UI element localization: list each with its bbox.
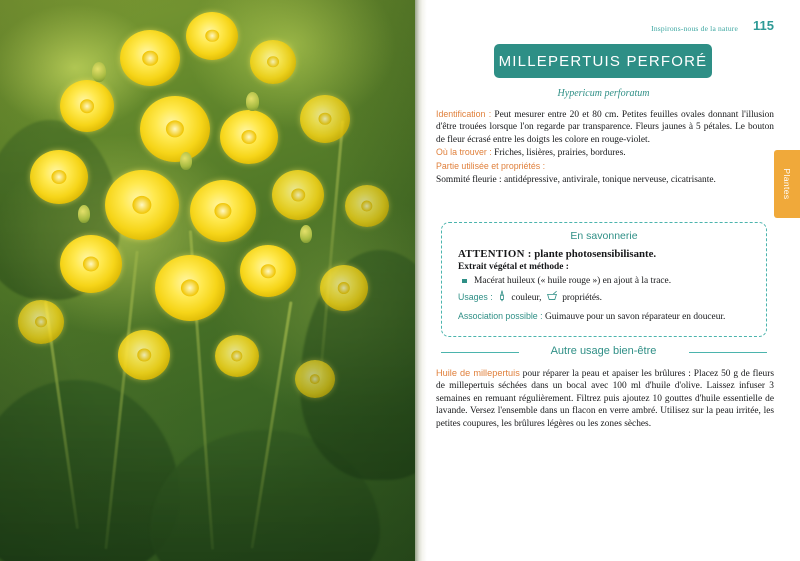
plant-title: MILLEPERTUIS PERFORÉ: [498, 52, 708, 70]
identification-paragraph: [436, 108, 774, 146]
plant-description: [436, 108, 774, 187]
extract-bullet-item: [458, 275, 752, 287]
flower-bud: [300, 225, 312, 243]
yellow-flower: [60, 235, 122, 293]
yellow-flower: [105, 170, 179, 240]
location-text: Friches, lisières, prairies, bordures.: [491, 148, 626, 159]
association-label: Association possible :: [458, 310, 543, 321]
yellow-flower: [118, 330, 170, 380]
properties-paragraph: [436, 160, 774, 173]
paintbrush-icon: [497, 290, 507, 306]
plant-latin-name: Hypericum perforatum: [557, 88, 650, 99]
attention-line: [458, 248, 752, 260]
usages-row: [458, 290, 752, 306]
soapmaking-body: [458, 248, 752, 323]
yellow-flower: [30, 150, 88, 204]
mortar-icon: [546, 290, 558, 306]
attention-text: plante photosensibilisante.: [531, 248, 657, 260]
yellow-flower: [272, 170, 324, 220]
yellow-flower: [295, 360, 335, 398]
extract-label: Extrait végétal et méthode :: [458, 262, 569, 273]
wellbeing-text: pour réparer la peau et apaiser les brûlures : Placez 50 g de fleurs de millepertuis séchées dans un bocal avec 100 ml d'huile d'olive. Laissez infuser 3 semaines en remuant régulièrement. Filtrez puis ajoutez 10 gouttes d'huile essentielle de lavande. Versez l'ensemble dans un flacon en verre ambré. Utilisez sur la peau irritée, les petites coupures, les brûlures légères ou les zones sèches.: [436, 369, 774, 429]
yellow-flower: [186, 12, 238, 60]
yellow-flower: [300, 95, 350, 143]
identification-label: Identification :: [436, 109, 492, 119]
identification-text: Peut mesurer entre 20 et 80 cm. Petites feuilles ovales donnant l'illusion d'être trouées lorsque l'on regarde par transparence. Fleurs jaunes à 5 pétales. Le bouton de fleur écrasé entre les doigts les colore en rouge-violet.: [436, 110, 774, 145]
section-thumb-tab: [774, 150, 800, 218]
soapmaking-box: [441, 222, 767, 337]
location-label: Où la trouver :: [436, 147, 492, 158]
yellow-flower: [60, 80, 114, 132]
wellbeing-lead: Huile de millepertuis: [436, 368, 520, 378]
yellow-flower: [190, 180, 256, 242]
properties-label: Partie utilisée et propriétés :: [436, 161, 546, 172]
properties-text: Sommité fleurie : antidépressive, antivirale, tonique nerveuse, cicatrisante.: [436, 174, 716, 185]
wellbeing-heading: Autre usage bien-être: [550, 345, 657, 357]
book-gutter: [415, 0, 427, 561]
yellow-flower: [220, 110, 278, 164]
yellow-flower: [18, 300, 64, 344]
running-head: Inspirons-nous de la nature: [651, 24, 738, 33]
extract-bullet-text: Macérat huileux (« huile rouge ») en ajout à la trace.: [474, 275, 672, 286]
flower-bud: [246, 92, 259, 111]
attention-label: ATTENTION :: [458, 248, 532, 260]
flower-bud: [92, 62, 106, 82]
yellow-flower: [320, 265, 368, 311]
yellow-flower: [250, 40, 296, 84]
page-number: 115: [753, 18, 774, 33]
association-text: Guimauve pour un savon réparateur en douceur.: [542, 311, 726, 322]
association-row: [458, 310, 752, 323]
plant-title-banner: [494, 44, 712, 78]
location-paragraph: [436, 146, 774, 159]
yellow-flower: [120, 30, 180, 86]
yellow-flower: [140, 96, 210, 162]
yellow-flower: [155, 255, 225, 321]
soapmaking-title: En savonnerie: [570, 230, 638, 242]
square-bullet-icon: [462, 279, 467, 284]
yellow-flower: [345, 185, 389, 227]
wellbeing-body: [436, 367, 774, 430]
yellow-flower: [240, 245, 296, 297]
usages-properties-text: propriétés.: [562, 293, 603, 304]
recipe-text-page: [427, 0, 800, 561]
thumb-tab-label: Plantes: [782, 168, 792, 200]
properties-text-paragraph: [436, 174, 774, 186]
usages-color-text: couleur,: [511, 293, 542, 304]
usages-label: Usages :: [458, 292, 493, 303]
yellow-flower: [215, 335, 259, 377]
flower-bud: [180, 152, 192, 170]
flower-bud: [78, 205, 90, 223]
